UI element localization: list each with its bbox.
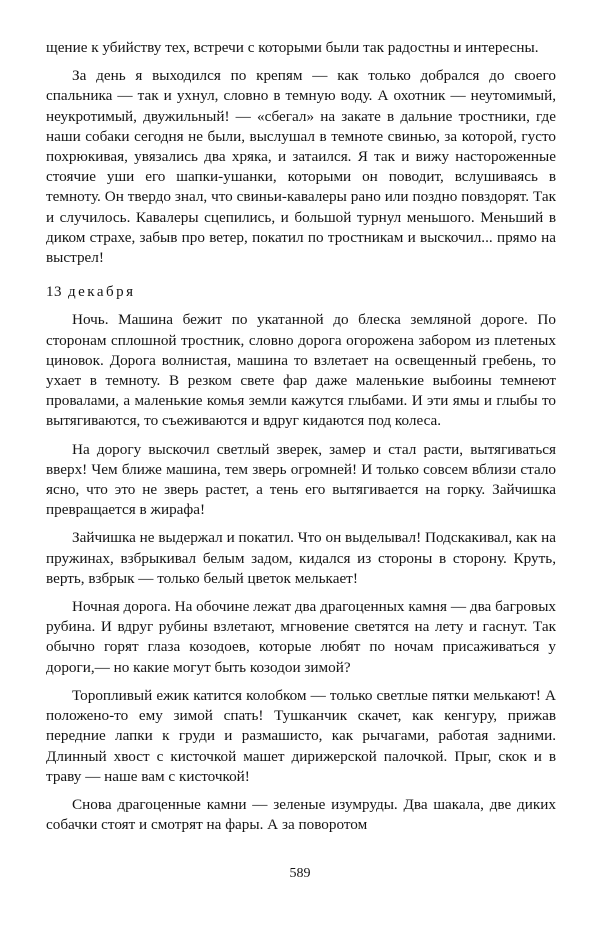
paragraph: Снова драгоценные камни — зеленые изумруды. Два шакала, две диких собачки стоят и смотрят на фары. А за поворотом	[46, 795, 556, 834]
date-day: 13	[46, 284, 62, 301]
paragraph: За день я выходился по крепям — как только добрался до своего спальника — так и ухнул, словно в темную воду. А охотник — неутомимый, неукротимый, двужильный! — «сбегал» на закате в дальние тростники, где наши собаки сегодня не были, выслушал в темноте свинью, за которой, густо похрюкивая, увязались два хряка, и затаился. Я так и вижу настороженные стоячие уши его шапки-ушанки, которыми он поводит, вслушиваясь в темноту. Он твердо знал, что свиньи-кавалеры рано или поздно повздорят. Так и случилось. Кавалеры сцепились, и большой турнул меньшого. Меньший в диком страхе, забыв про ветер, покатил по тростникам и выскочил... прямо на выстрел!	[46, 67, 556, 267]
paragraph: щение к убийству тех, встречи с которыми были так радостны и интересны.	[46, 39, 539, 56]
page-number: 589	[289, 866, 311, 881]
paragraph: На дорогу выскочил светлый зверек, замер и стал расти, вытягиваться вверх! Чем ближе машина, тем зверь огромней! И только совсем вблизи стало ясно, что это не зверь растет, а тень его вытягивается на горку. Зайчишка превращается в жирафа!	[46, 440, 556, 519]
date-heading	[46, 282, 556, 302]
date-month: декабря	[68, 284, 136, 301]
paragraph: Ночная дорога. На обочине лежат два драгоценных камня — два багровых рубина. И вдруг рубины взлетают, мгновение светятся на лету и гаснут. Так обычно горят глаза козодоев, которые любят по ночам присаживаться у дороги,— но какие могут быть козодои зимой?	[46, 598, 556, 676]
paragraph: Зайчишка не выдержал и покатил. Что он выделывал! Подскакивал, как на пружинах, взбрыкивал белым задом, кидался из стороны в сторону. Круть, верть, взбрык — только белый цветок мелькает!	[46, 529, 556, 587]
page-body	[46, 38, 556, 835]
paragraph: Ночь. Машина бежит по укатанной до блеска земляной дороге. По сторонам сплошной тростник, словно дорога огорожена забором из плетеных циновок. Дорога волнистая, машина то взлетает на освещенный гребень, то ухает в темноту. В резком свете фар даже маленькие выбоины темнеют провалами, а маленькие комья земли кажутся глыбами. И эти ямы и глыбы то вытягиваются, то съеживаются и вдруг кидаются под колеса.	[46, 311, 556, 430]
paragraph: Торопливый ежик катится колобком — только светлые пятки мелькают! А положено-то ему зимой спать! Тушканчик скачет, как кенгуру, прижав передние лапки к груди и размашисто, как рычагами, работая задними. Длинный хвост с кисточкой машет дирижерской палочкой. Прыг, скок и в траву — наше вам с кисточкой!	[46, 686, 556, 785]
